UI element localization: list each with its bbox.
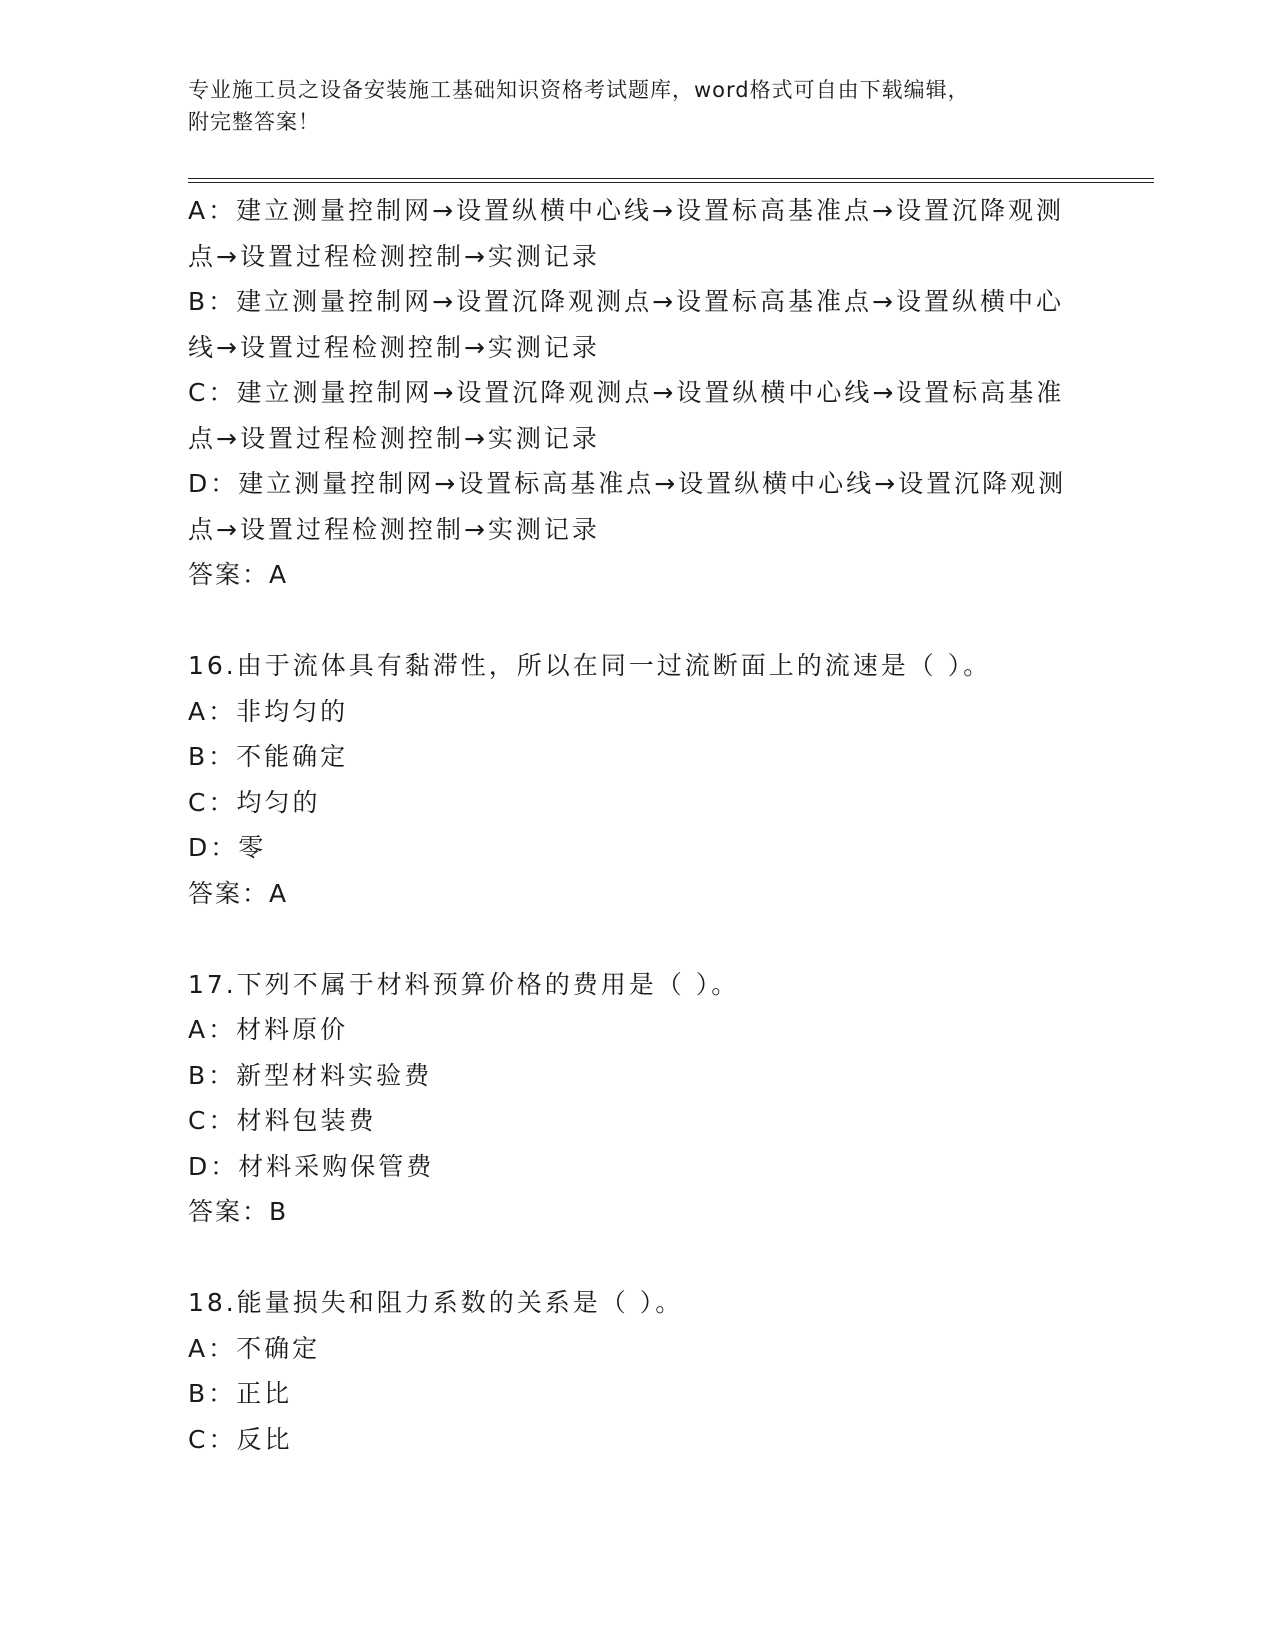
- option-b: B：正比: [188, 1379, 293, 1408]
- option-c: C：建立测量控制网→设置沉降观测点→设置纵横中心线→设置标高基准点→设置过程检测控制→实测记录: [188, 378, 1065, 453]
- option-b: B：建立测量控制网→设置沉降观测点→设置标高基准点→设置纵横中心线→设置过程检测控制→实测记录: [188, 287, 1064, 362]
- option-c: C：材料包装费: [188, 1106, 377, 1135]
- header-title-line-1: 专业施工员之设备安装施工基础知识资格考试题库，word格式可自由下载编辑，: [188, 78, 970, 102]
- question-stem: 16.由于流体具有黏滞性，所以在同一过流断面上的流速是（ ）。: [188, 651, 992, 680]
- option-d: D：建立测量控制网→设置标高基准点→设置纵横中心线→设置沉降观测点→设置过程检测控制→实测记录: [188, 469, 1067, 544]
- question-18: [188, 1280, 1088, 1462]
- option-b: B：不能确定: [188, 742, 349, 771]
- question-spacer: [188, 598, 1088, 644]
- option-a: A：不确定: [188, 1333, 321, 1363]
- option-c: C：均匀的: [188, 787, 321, 817]
- question-list: [188, 188, 1088, 1462]
- option-d: D：材料采购保管费: [188, 1151, 435, 1181]
- question-17: [188, 962, 1088, 1235]
- answer: 答案：B: [188, 1197, 289, 1226]
- option-a: A：材料原价: [188, 1015, 349, 1044]
- option-d: D：零: [188, 833, 267, 862]
- header-double-rule: [188, 178, 1154, 183]
- document-header: [188, 74, 1068, 138]
- question-16: [188, 643, 1088, 916]
- option-b: B：新型材料实验费: [188, 1060, 433, 1090]
- question-spacer: [188, 1235, 1088, 1281]
- header-title-line-2: 附完整答案！: [188, 110, 320, 134]
- question-stem: 17.下列不属于材料预算价格的费用是（ ）。: [188, 969, 740, 999]
- answer: 答案：A: [188, 560, 289, 589]
- option-c: C：反比: [188, 1424, 293, 1454]
- answer: 答案：A: [188, 878, 289, 908]
- question-stem: 18.能量损失和阻力系数的关系是（ ）。: [188, 1288, 684, 1317]
- question-15: [188, 188, 1088, 598]
- option-a: A：建立测量控制网→设置纵横中心线→设置标高基准点→设置沉降观测点→设置过程检测控制→实测记录: [188, 196, 1064, 271]
- question-spacer: [188, 916, 1088, 962]
- option-a: A：非均匀的: [188, 696, 349, 726]
